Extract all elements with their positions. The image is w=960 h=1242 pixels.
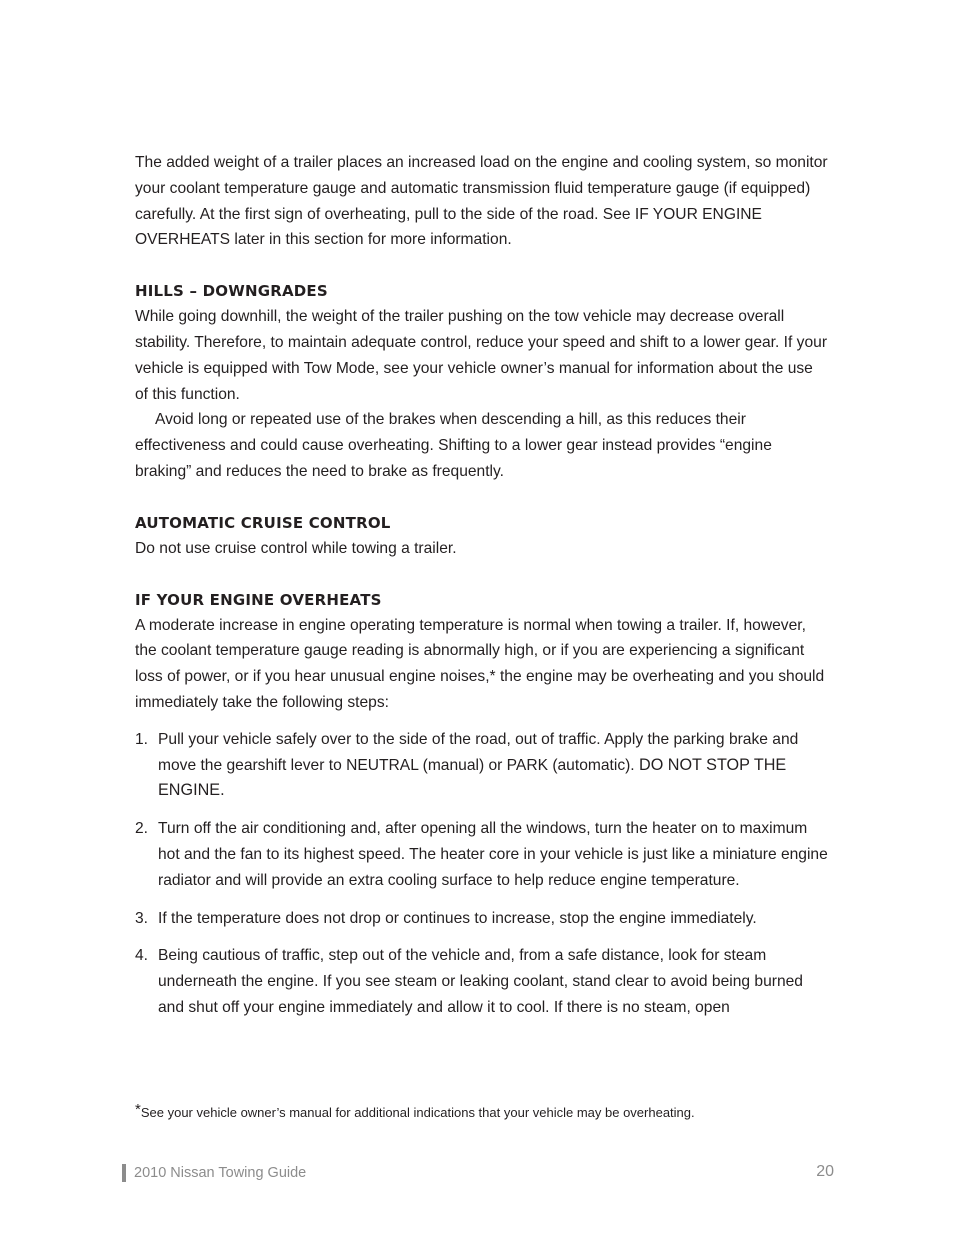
step-emphasis: DO NOT STOP THE ENGINE. (158, 755, 787, 800)
step-text: Being cautious of traffic, step out of the vehicle and, from a safe distance, look for steam underneath the engine. If you see steam or leaking coolant, stand clear to avoid being burned and shut off your engine immediately and allow it to cool. If there is no steam, open (158, 947, 803, 1016)
step-text: Turn off the air conditioning and, after opening all the windows, turn the heater on to maximum hot and the fan to its highest speed. The heater core in your vehicle is just like a miniature engine radiator and will provide an extra cooling surface to help reduce engine temperature. (158, 820, 828, 889)
step-number: 2. (135, 820, 149, 838)
step-text: Pull your vehicle safely over to the side of the road, out of traffic. Apply the parking brake and move the gearshift lever to NEUTRAL (manual) or PARK (automatic). (158, 730, 799, 774)
list-item (135, 816, 830, 893)
page-footer (122, 1161, 834, 1185)
step-number: 3. (135, 909, 149, 927)
footnote-text: See your vehicle owner’s manual for additional indications that your vehicle may be overheating. (140, 1105, 695, 1120)
page-body (135, 150, 830, 1033)
hills-paragraph-2: Avoid long or repeated use of the brakes when descending a hill, as this reduces their effectiveness and could cause overheating. Shifting to a lower gear instead provides “engine braking” and reduces the need to brake as frequently. (135, 411, 772, 480)
overheat-steps-list (135, 727, 830, 1021)
step-number: 1. (135, 730, 149, 748)
overheat-paragraph: A moderate increase in engine operating temperature is normal when towing a trailer. If, however, the coolant temperature gauge reading is abnormally high, or if you are experiencing a significant loss of power, or if you hear unusual engine noises,* the engine may be overheating and you should immediately take the following steps: (135, 616, 825, 711)
heading-if-your-engine-overheats: IF YOUR ENGINE OVERHEATS (135, 590, 382, 609)
footnote (135, 1101, 695, 1122)
cruise-paragraph: Do not use cruise control while towing a trailer. (135, 539, 457, 557)
footnote-mark: * (135, 1101, 141, 1118)
list-item (135, 906, 830, 932)
page-number: 20 (816, 1163, 834, 1180)
footer-bar-decoration (122, 1164, 126, 1182)
intro-paragraph: The added weight of a trailer places an increased load on the engine and cooling system, so monitor your coolant temperature gauge and automatic transmission fluid temperature gauge (if equipped) carefully. At the first sign of overheating, pull to the side of the road. See IF YOUR ENGINE OVERHEATS later in this section for more information. (135, 154, 828, 249)
heading-hills-downgrades: HILLS – DOWNGRADES (135, 282, 328, 301)
step-number: 4. (135, 947, 149, 965)
footer-title: 2010 Nissan Towing Guide (134, 1165, 307, 1181)
list-item (135, 727, 830, 804)
step-text: If the temperature does not drop or continues to increase, stop the engine immediately. (158, 909, 757, 927)
list-item (135, 943, 830, 1020)
hills-paragraph-1: While going downhill, the weight of the trailer pushing on the tow vehicle may decrease overall stability. Therefore, to maintain adequate control, reduce your speed and shift to a lower gear. If your vehicle is equipped with Tow Mode, see your vehicle owner’s manual for information about the use of this function. (135, 308, 828, 403)
heading-automatic-cruise-control: AUTOMATIC CRUISE CONTROL (135, 513, 391, 532)
